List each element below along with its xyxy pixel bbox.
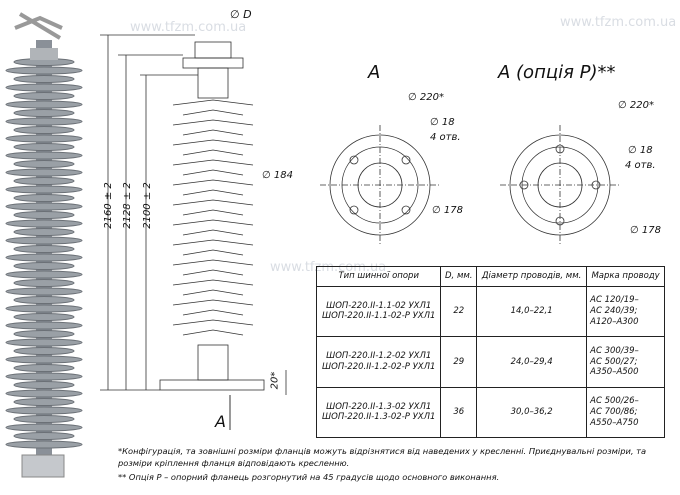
header-diam: Діаметр проводів, мм. <box>477 267 587 287</box>
shed <box>14 382 74 389</box>
diam-value: 24,0–29,4 <box>477 337 587 387</box>
shed <box>6 237 82 244</box>
shed <box>6 84 82 91</box>
specs-table <box>316 266 665 438</box>
diam-value: 14,0–22,1 <box>477 286 587 336</box>
shed <box>6 203 82 210</box>
brand: АС 500/27; <box>590 356 638 367</box>
shed <box>6 169 82 176</box>
shed <box>6 135 82 142</box>
shed <box>6 305 82 312</box>
view-a-title: A <box>368 62 381 83</box>
drawing-shed <box>173 120 253 125</box>
drawing-shed <box>183 270 243 275</box>
a-d18: ∅ 18 <box>430 117 455 128</box>
insulator-drawing <box>100 35 286 430</box>
shed <box>14 93 74 100</box>
brand: А350–А500 <box>590 367 639 378</box>
shed <box>14 314 74 321</box>
shed <box>6 118 82 125</box>
drawing-shed <box>173 260 253 265</box>
p-holes: 4 отв. <box>625 160 656 171</box>
a-holes: 4 отв. <box>430 132 461 143</box>
drawing-shed <box>173 160 253 165</box>
view-a-option-title: A (опція Р)** <box>498 62 616 83</box>
type: ШОП-220.ІІ-1.3-02 УХЛ1 <box>326 401 432 412</box>
shed <box>14 331 74 338</box>
flange-view-a <box>320 125 440 245</box>
drawing-shed <box>173 240 253 245</box>
d-value: 36 <box>441 387 477 437</box>
shed <box>6 390 82 397</box>
shed <box>6 254 82 261</box>
shed <box>6 271 82 278</box>
header-brand: Марка проводу <box>587 267 665 287</box>
brand: АС 500/26– <box>590 396 639 407</box>
type: ШОП-220.ІІ-1.3-02-Р УХЛ1 <box>322 412 436 423</box>
shed <box>14 246 74 253</box>
dim-2160: 2160 ± 2 <box>102 182 114 229</box>
brand: А120–А300 <box>590 316 639 327</box>
shed <box>14 161 74 168</box>
watermark: www.tfzm.com.ua <box>270 260 387 275</box>
shed <box>14 110 74 117</box>
type: ШОП-220.ІІ-1.2-02-Р УХЛ1 <box>322 361 436 372</box>
table-row <box>317 337 665 387</box>
drawing-shed <box>183 150 243 155</box>
drawing-shed <box>183 290 243 295</box>
drawing-shed <box>173 200 253 205</box>
watermark: www.tfzm.com.ua <box>130 20 247 35</box>
shed <box>14 178 74 185</box>
insulator-photo <box>6 14 82 477</box>
type: ШОП-220.ІІ-1.2-02 УХЛ1 <box>326 351 432 362</box>
footnote-2: ** Опція Р – опорний фланець розгорнутий на 45 градусів щодо основного виконання. <box>118 472 500 482</box>
table-row <box>317 286 665 336</box>
shed <box>14 229 74 236</box>
d-label: ∅ D <box>230 8 252 21</box>
flange-view-p <box>500 125 620 245</box>
shed <box>14 195 74 202</box>
drawing-shed <box>173 320 253 325</box>
drawing-shed <box>183 110 243 115</box>
drawing-shed <box>183 310 243 315</box>
brand: АС 300/39– <box>590 345 639 356</box>
shed <box>14 433 74 440</box>
drawing-shed <box>173 140 253 145</box>
type: ШОП-220.ІІ-1.1-02-Р УХЛ1 <box>322 311 436 322</box>
drawing-shed <box>173 180 253 185</box>
dim-2100: 2100 ± 2 <box>141 182 153 229</box>
p-d18: ∅ 18 <box>628 145 653 156</box>
shed <box>6 152 82 159</box>
shed <box>14 263 74 270</box>
shed <box>14 127 74 134</box>
table-header <box>317 267 665 287</box>
shed <box>14 297 74 304</box>
shed <box>6 322 82 329</box>
p-d220: ∅ 220* <box>618 100 654 111</box>
shed <box>6 186 82 193</box>
footnote-1: *Конфігурація, та зовнішні розміри фланців можуть відрізнятися від наведених у кресленні. Приєднувальні розміри, та розміри кріплення фланця відповідають кресленню. <box>118 446 647 468</box>
view-arrow-label: A <box>215 412 226 431</box>
shed <box>14 348 74 355</box>
shed <box>6 288 82 295</box>
shed <box>14 76 74 83</box>
dim-184: ∅ 184 <box>262 170 293 181</box>
diam-value: 30,0–36,2 <box>477 387 587 437</box>
shed <box>6 373 82 380</box>
drawing-shed <box>173 280 253 285</box>
drawing-shed <box>183 170 243 175</box>
watermark: www.tfzm.com.ua <box>560 15 677 30</box>
shed <box>6 101 82 108</box>
shed <box>6 67 82 74</box>
dim-2128: 2128 ± 2 <box>121 182 133 229</box>
brand: А550–А750 <box>590 417 639 428</box>
shed <box>6 339 82 346</box>
a-d178: ∅ 178 <box>432 205 463 216</box>
drawing-shed <box>183 190 243 195</box>
shed <box>14 212 74 219</box>
a-d220: ∅ 220* <box>408 92 444 103</box>
shed <box>14 280 74 287</box>
brand: АС 700/86; <box>590 406 638 417</box>
drawing-shed <box>183 250 243 255</box>
drawing-shed <box>183 210 243 215</box>
drawing-shed <box>173 220 253 225</box>
drawing-shed <box>183 130 243 135</box>
shed <box>6 407 82 414</box>
shed <box>6 356 82 363</box>
table-row <box>317 387 665 437</box>
drawing-shed <box>183 330 243 335</box>
header-d: D, мм. <box>441 267 477 287</box>
d-value: 22 <box>441 286 477 336</box>
dim-20: 20* <box>269 371 281 390</box>
shed <box>14 365 74 372</box>
p-d178: ∅ 178 <box>630 225 661 236</box>
drawing-shed <box>183 230 243 235</box>
shed <box>6 441 82 448</box>
shed <box>14 144 74 151</box>
brand: АС 120/19– <box>590 295 639 306</box>
d-value: 29 <box>441 337 477 387</box>
shed <box>14 416 74 423</box>
brand: АС 240/39; <box>590 306 638 317</box>
shed <box>6 424 82 431</box>
shed <box>14 399 74 406</box>
header-type: Тип шинної опори <box>317 267 441 287</box>
shed <box>6 220 82 227</box>
type: ШОП-220.ІІ-1.1-02 УХЛ1 <box>326 300 432 311</box>
drawing-shed <box>173 300 253 305</box>
drawing-shed <box>173 100 253 105</box>
